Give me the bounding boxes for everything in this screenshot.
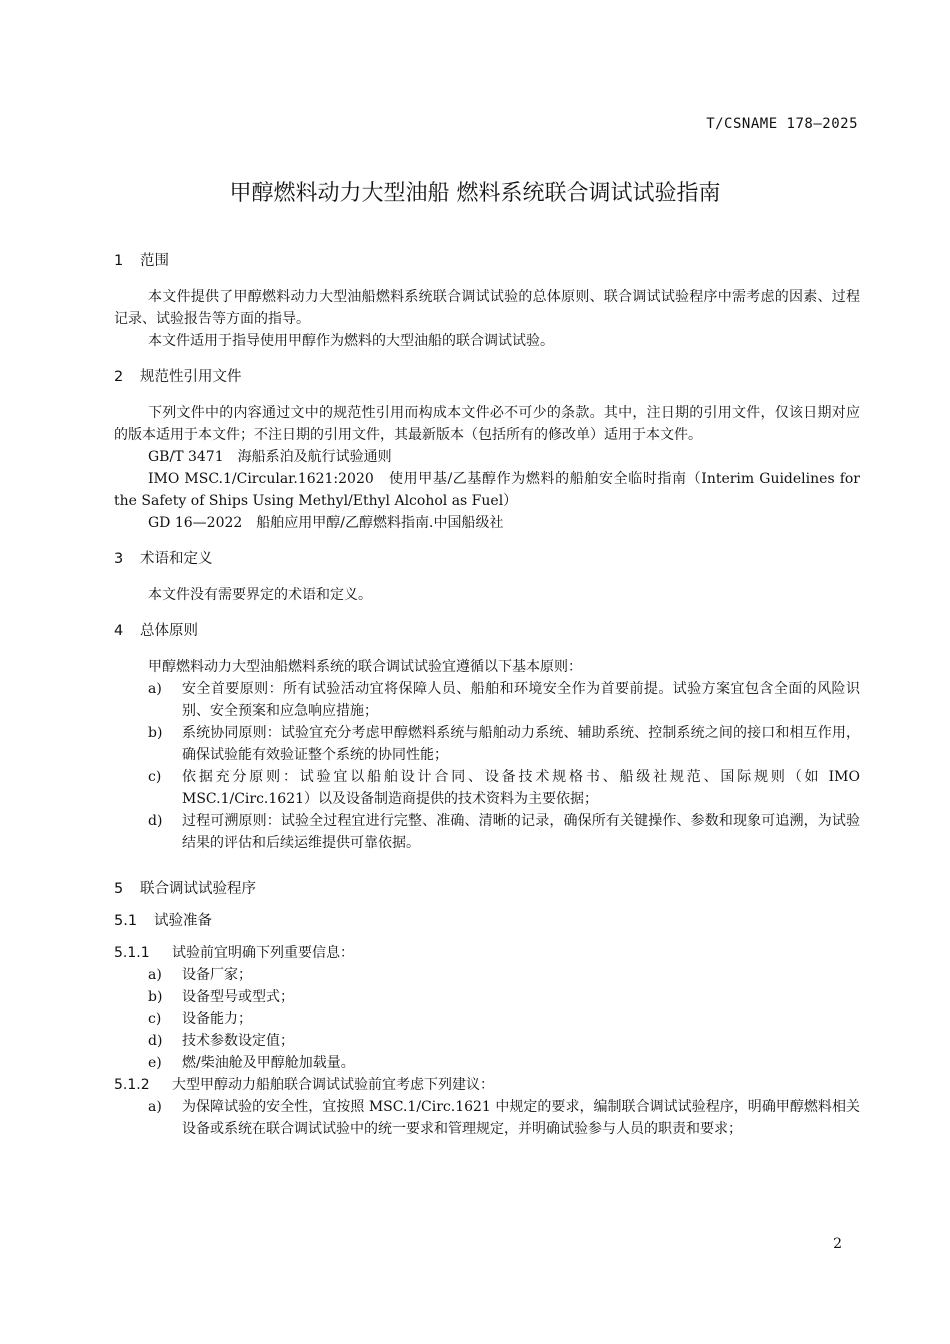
list-item [114,986,860,1008]
document-body [114,250,860,1140]
list-marker: d) [148,1033,163,1049]
section-4-intro: 甲醇燃料动力大型油船燃料系统的联合调试试验宜遵循以下基本原则： [148,659,582,675]
reference-gb-t-3471: GB/T 3471 海船系泊及航行试验通则 [148,449,392,465]
subsection-number: 5.1 [114,913,138,929]
subsection-title: 试验准备 [154,913,212,929]
list-item [114,1008,860,1030]
list-item-text: 系统协同原则：试验宜充分考虑甲醇燃料系统与船舶动力系统、辅助系统、控制系统之间的接口和相互作用，确保试验能有效验证整个系统的协同性能； [182,725,860,763]
section-title: 规范性引用文件 [140,369,242,385]
list-marker: e) [148,1055,162,1071]
list-item-text: 为保障试验的安全性，宜按照 MSC.1/Circ.1621 中规定的要求，编制联合调试试验程序，明确甲醇燃料相关设备或系统在联合调试试验中的统一要求和管理规定，并明确试验参与人员的职责和要求； [182,1099,860,1137]
clause-5-1-2 [114,1074,860,1096]
section-title: 联合调试试验程序 [140,881,256,897]
list-item [114,766,860,810]
list-marker: b) [148,725,163,741]
clause-number: 5.1.1 [114,945,150,961]
list-item [114,1096,860,1140]
section-5-heading [114,878,860,900]
list-item-text: 设备型号或型式； [182,989,294,1005]
section-number: 1 [114,253,124,269]
list-item-text: 依据充分原则：试验宜以船舶设计合同、设备技术规格书、船级社规范、国际规则（如 IMO MSC.1/Circ.1621）以及设备制造商提供的技术资料为主要依据； [182,769,860,807]
list-item-text: 过程可溯原则：试验全过程宜进行完整、准确、清晰的记录，确保所有关键操作、参数和现象可追溯，为试验结果的评估和后续运维提供可靠依据。 [182,813,860,851]
section-2-paragraph-1: 下列文件中的内容通过文中的规范性引用而构成本文件必不可少的条款。其中，注日期的引用文件，仅该日期对应的版本适用于本文件；不注日期的引用文件，其最新版本（包括所有的修改单）适用于本文件。 [114,405,860,443]
reference-imo-msc-1621: IMO MSC.1/Circular.1621:2020 使用甲基/乙基醇作为燃料的船舶安全临时指南（Interim Guidelines for the Safety of Ships Using Methyl/Ethyl Alcohol as Fuel） [114,471,860,509]
subsection-5-1-heading [114,910,860,932]
section-2-heading [114,366,860,388]
document-code: T/CSNAME 178—2025 [706,116,858,132]
list-marker: c) [148,1011,162,1027]
section-number: 3 [114,551,124,567]
section-1-paragraph-1: 本文件提供了甲醇燃料动力大型油船燃料系统联合调试试验的总体原则、联合调试试验程序中需考虑的因素、过程记录、试验报告等方面的指导。 [114,289,860,327]
list-marker: a) [148,681,162,697]
section-number: 2 [114,369,124,385]
section-3-paragraph-1: 本文件没有需要界定的术语和定义。 [148,587,372,603]
list-marker: d) [148,813,163,829]
list-item [114,1052,860,1074]
section-title: 总体原则 [140,623,198,639]
clause-number: 5.1.2 [114,1077,150,1093]
list-marker: b) [148,989,163,1005]
section-1-paragraph-2: 本文件适用于指导使用甲醇作为燃料的大型油船的联合调试试验。 [148,333,554,349]
list-item [114,722,860,766]
section-1-heading [114,250,860,272]
info-list [114,964,860,1074]
section-number: 4 [114,623,124,639]
list-item [114,678,860,722]
list-item [114,810,860,854]
clause-5-1-1 [114,942,860,964]
clause-text: 试验前宜明确下列重要信息： [172,945,354,961]
reference-gd-16-2022: GD 16—2022 船舶应用甲醇/乙醇燃料指南.中国船级社 [148,515,504,531]
section-number: 5 [114,881,124,897]
section-4-heading [114,620,860,642]
principles-list [114,678,860,854]
section-title: 范围 [140,253,169,269]
list-item-text: 设备厂家； [182,967,252,983]
list-item [114,964,860,986]
list-item-text: 安全首要原则：所有试验活动宜将保障人员、船舶和环境安全作为首要前提。试验方案宜包含全面的风险识别、安全预案和应急响应措施； [182,681,860,719]
list-item [114,1030,860,1052]
list-marker: c) [148,769,162,785]
page-number: 2 [833,1236,842,1252]
clause-text: 大型甲醇动力船舶联合调试试验前宜考虑下列建议： [172,1077,494,1093]
section-title: 术语和定义 [140,551,213,567]
section-3-heading [114,548,860,570]
document-title: 甲醇燃料动力大型油船 燃料系统联合调试试验指南 [229,181,721,206]
recommendation-list [114,1096,860,1140]
list-item-text: 燃/柴油舱及甲醇舱加载量。 [182,1055,355,1071]
list-marker: a) [148,1099,162,1115]
list-marker: a) [148,967,162,983]
list-item-text: 设备能力； [182,1011,252,1027]
list-item-text: 技术参数设定值； [182,1033,294,1049]
